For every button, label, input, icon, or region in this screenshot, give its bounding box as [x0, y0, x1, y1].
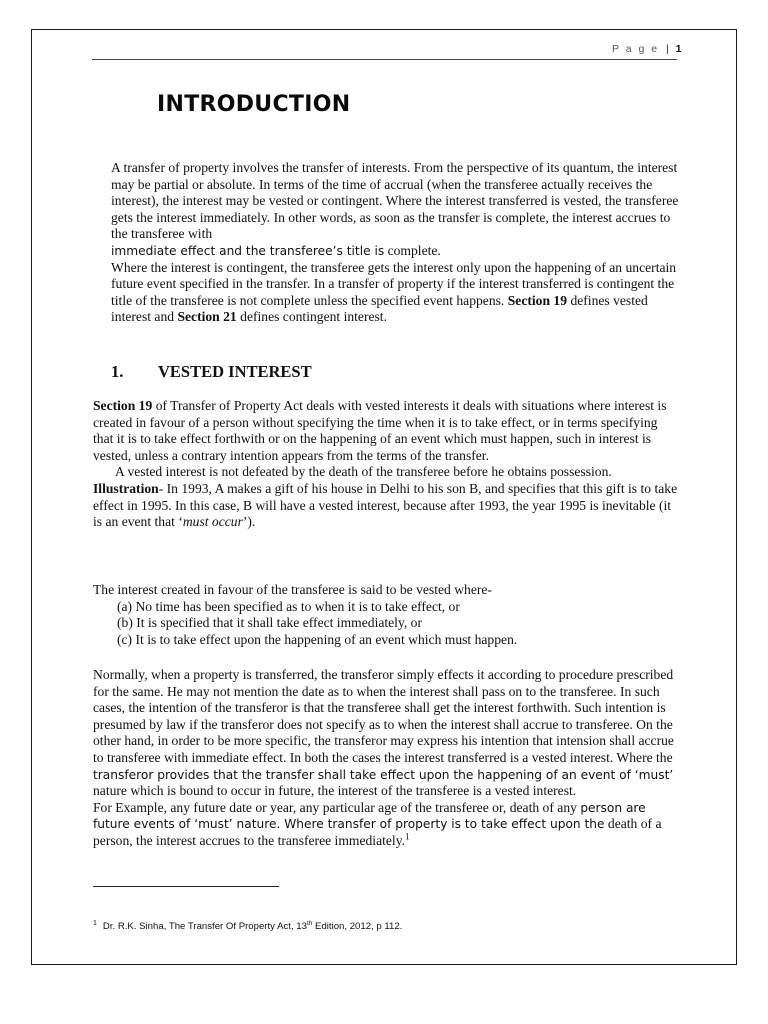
footnote-text-b: Edition, 2012, p 112.: [312, 921, 403, 932]
vested-lead: Section 19: [93, 398, 153, 413]
illustration-label: Illustration: [93, 480, 159, 496]
header-rule: [92, 59, 677, 60]
intro-text-2: complete.: [384, 242, 441, 258]
normally-text-b: nature which is bound to occur in future, the interest of the transferee is a vested interest.: [93, 783, 577, 799]
example-text-a: For Example, any future date or year, any particular age of the transferee or, death of any: [93, 799, 581, 815]
intro-text-3: Where the interest is contingent, the transferee gets the interest only upon the happening of an uncertain future event specified in the transfer. In a transfer of property if the interest transferred is contingent the title of the transferee is not complete unless the specified event happens.: [111, 259, 677, 308]
footnote-rule: [93, 886, 279, 887]
vested-paragraph: [93, 398, 681, 531]
normally-sans-b: person are future events of ‘must’ nature. Where transfer of property is to take effect upon the: [93, 800, 646, 832]
conditions-intro: The interest created in favour of the transferee is said to be vested where-: [93, 582, 492, 597]
normally-sans-a: transferor provides that the transfer shall take effect upon the happening of an event of ‘must’: [93, 767, 674, 782]
section-heading: [111, 362, 312, 382]
example-text-b: death of a person, the interest accrues to the transferee immediately.: [93, 816, 662, 848]
list-item: (b) It is specified that it shall take effect immediately, or: [117, 615, 422, 631]
intro-section-21: Section 21: [177, 309, 237, 325]
page-separator: |: [666, 43, 669, 55]
vested-death-note: A vested interest is not defeated by the death of the transferee before he obtains possession.: [115, 464, 612, 480]
section-number: 1.: [111, 362, 124, 381]
footnote-text-a: Dr. R.K. Sinha, The Transfer Of Property Act, 13: [102, 921, 307, 932]
footnote-ordinal: th: [306, 920, 313, 927]
list-item: (c) It is to take effect upon the happening of an event which must happen.: [117, 631, 518, 647]
vested-text: of Transfer of Property Act deals with vested interests it deals with situations where interest is created in favour of a person without specifying the time when it is to take effect, or in terms specifying that it is to take effect forthwith or on the happening of an event which must happen, such in interest is vested, unless a contrary intention appears from the terms of the transfer.: [93, 398, 667, 463]
normally-text-a: Normally, when a property is transferred, the transferor simply effects it according to procedure prescribed for the same. He may not mention the date as to when the interest shall pass on to the transferee. In such cases, the intention of the transferor is that the transferee shall get the interest forthwith. Such intention is presumed by law if the transferor does not specify as to when the interest shall accrue to transferee. On the other hand, in order to be more specific, the transferor may express his intention that intension shall accrue to transferee with immediate effect. In both the cases the interest transferred is a vested interest. Where the: [93, 667, 674, 765]
conditions-list: [93, 599, 681, 649]
conditions-block: [93, 582, 681, 648]
page-title: INTRODUCTION: [157, 92, 351, 117]
section-title: VESTED INTEREST: [158, 362, 312, 381]
illustration-italic: must occur: [182, 514, 243, 530]
illustration-close: ’).: [242, 514, 256, 530]
page-number-header: [612, 43, 682, 55]
footnote-ref: 1: [405, 831, 410, 842]
page-number: 1: [675, 43, 682, 55]
illustration-text: - In 1993, A makes a gift of his house in Delhi to his son B, and specifies that this gift is to take effect in 1995. In this case, B will have a vested interest, because after 1993, the year 1995 is inevitable (it is an event that ‘: [93, 480, 678, 530]
intro-paragraph: [111, 160, 681, 326]
intro-text-sans: immediate effect and the transferee’s title is: [111, 243, 385, 258]
intro-section-19: Section 19: [507, 292, 568, 308]
intro-text-4: defines vested interest and: [111, 292, 648, 325]
list-item: (a) No time has been specified as to when it is to take effect, or: [117, 598, 460, 614]
normally-paragraph: [93, 667, 681, 850]
intro-text-1: A transfer of property involves the transfer of interests. From the perspective of its quantum, the interest may be partial or absolute. In terms of the time of accrual (when the transferee actually receives the interest), the interest may be vested or contingent. Where the interest transferred is vested, the transferee gets the interest immediately. In other words, as soon as the transfer is complete, the interest accrues to the transferee with: [111, 160, 679, 242]
footnote: [93, 921, 402, 932]
page-label: P a g e: [612, 43, 660, 55]
footnote-number: 1: [93, 920, 97, 927]
intro-text-5: defines contingent interest.: [240, 309, 387, 325]
